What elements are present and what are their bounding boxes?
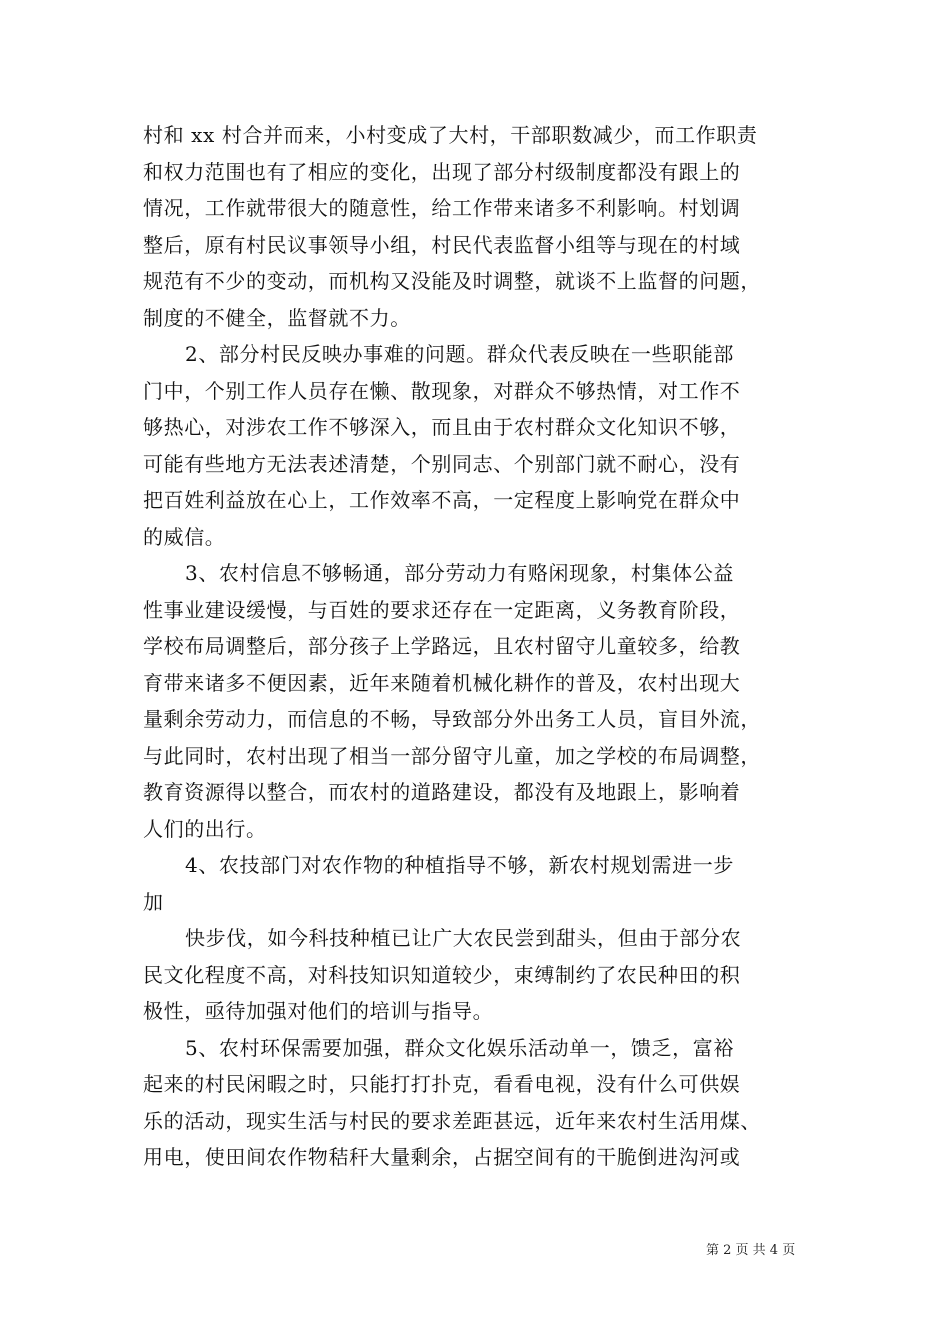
text-line: 门中，个别工作人员存在懒、散现象，对群众不够热情，对工作不 [143, 378, 741, 403]
text-line: 和权力范围也有了相应的变化，出现了部分村级制度都没有跟上的 [143, 159, 741, 184]
body-text [143, 117, 813, 1176]
paragraph-start-line: 快步伐，如今科技种植已让广大农民尝到甜头，但由于部分农 [185, 926, 742, 950]
text-line: 制度的不健全，监督就不力。 [143, 305, 411, 330]
text-line: 与此同时，农村出现了相当一部分留守儿童，加之学校的布局调整， [143, 743, 761, 768]
paragraph-start-line: 4、农技部门对农作物的种植指导不够，新农村规划需进一步 [185, 853, 734, 877]
text-line: 把百姓利益放在心上，工作效率不高，一定程度上影响党在群众中 [143, 488, 741, 512]
paragraph-start-line: 2、部分村民反映办事难的问题。群众代表反映在一些职能部 [185, 342, 734, 366]
text-line: 加 [143, 889, 164, 914]
text-line: 育带来诸多不便因素，近年来随着机械化耕作的普及，农村出现大 [143, 670, 741, 695]
page-number-footer: 第 2 页 共 4 页 [706, 1243, 796, 1258]
text-line: 可能有些地方无法表述清楚，个别同志、个别部门就不耐心，没有 [143, 451, 741, 476]
text-line: 学校布局调整后，部分孩子上学路远，且农村留守儿童较多，给教 [143, 634, 741, 658]
text-line: 够热心，对涉农工作不够深入，而且由于农村群众文化知识不够， [143, 415, 741, 439]
text-line: 量剩余劳动力，而信息的不畅，导致部分外出务工人员，盲目外流， [143, 707, 761, 731]
text-line: 起来的村民闲暇之时，只能打打扑克，看看电视，没有什么可供娱 [143, 1072, 741, 1096]
text-line: 极性，亟待加强对他们的培训与指导。 [143, 999, 494, 1023]
text-line: 规范有不少的变动，而机构又没能及时调整，就谈不上监督的问题， [143, 269, 761, 293]
text-line: 的威信。 [143, 524, 226, 549]
text-line: 人们的出行。 [143, 816, 267, 841]
text-line: 教育资源得以整合，而农村的道路建设，都没有及地跟上，影响着 [143, 780, 741, 804]
paragraph-start-line: 3、农村信息不够畅通，部分劳动力有赂闲现象，村集体公益 [185, 561, 734, 585]
text-line: 整后，原有村民议事领导小组，村民代表监督小组等与现在的村域 [143, 232, 741, 257]
text-line: 村和 xx 村合并而来，小村变成了大村，干部职数减少，而工作职责 [143, 123, 758, 147]
text-line: 乐的活动，现实生活与村民的要求差距甚远，近年来农村生活用煤、 [143, 1108, 761, 1133]
paragraph-start-line: 5、农村环保需要加强，群众文化娱乐活动单一，馈乏，富裕 [185, 1035, 734, 1060]
text-line: 用电，使田间农作物秸秆大量剩余，占据空间有的干脆倒进沟河或 [143, 1145, 741, 1169]
text-line: 情况，工作就带很大的随意性，给工作带来诸多不利影响。村划调 [143, 196, 741, 220]
text-line: 民文化程度不高，对科技知识知道较少，束缚制约了农民种田的积 [143, 962, 741, 987]
text-line: 性事业建设缓慢，与百姓的要求还存在一定距离，义务教育阶段， [143, 597, 741, 622]
